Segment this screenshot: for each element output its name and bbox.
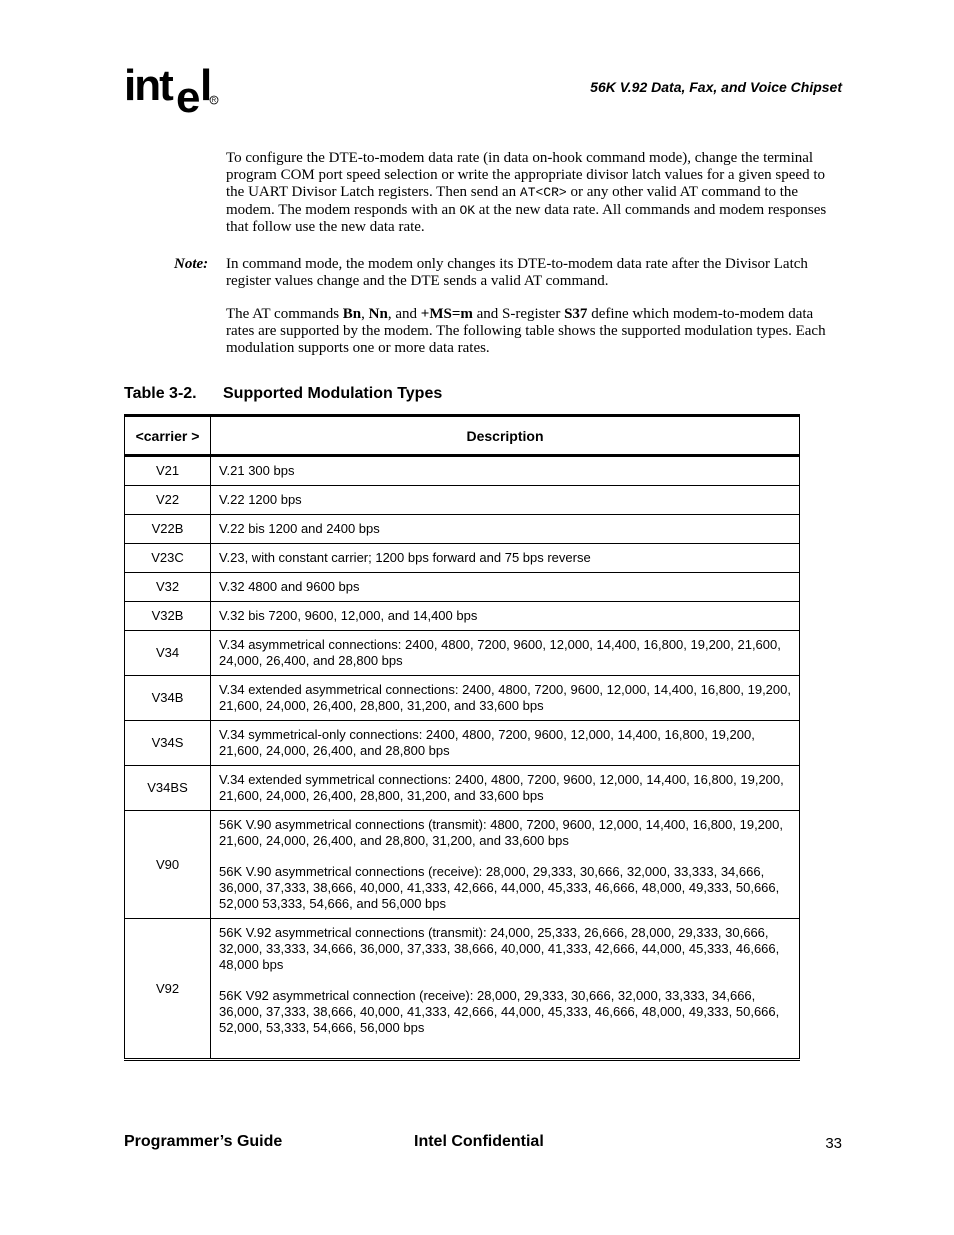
table-row [125,486,800,515]
description-text: 56K V.90 asymmetrical connections (transmit): 4800, 7200, 9600, 12,000, 14,400, 16,800, 19,200, 21,600, 24,000, 26,400, and 28,800, 31,200, and 33,600 bps [219,817,783,848]
table-row [125,721,800,766]
carrier-cell: V32B [125,602,211,631]
description-cell [211,486,800,515]
svg-text:int: int [124,61,172,110]
carrier-cell: V34B [125,676,211,721]
description-cell [211,919,800,1060]
carrier-cell: V34BS [125,766,211,811]
svg-text:R: R [211,98,217,105]
column-header-carrier: <carrier > [125,416,211,456]
table-caption-title: Supported Modulation Types [223,385,443,402]
paragraph-data-rate-config: To configure the DTE-to-modem data rate (in data on-hook command mode), change the terminal program COM port speed selection or write the appropriate divisor latch values for a given speed to the UART Divisor Latch registers. Then send an AT<CR> or any other valid AT command to the modem. The modem responds with an OK at the new data rate. All commands and modem responses that follow use the new data rate. [226,150,827,235]
command-bn: Bn [342,306,362,322]
page-number: 33 [825,1135,842,1152]
carrier-cell: V34 [125,631,211,676]
table-body [125,456,800,1060]
description-cell [211,544,800,573]
description-text: V.32 bis 7200, 9600, 12,000, and 14,400 bps [219,608,478,623]
table-row [125,573,800,602]
description-text: V.23, with constant carrier; 1200 bps forward and 75 bps reverse [219,550,591,565]
carrier-cell: V32 [125,573,211,602]
table-row [125,515,800,544]
footer-confidential: Intel Confidential [414,1133,544,1150]
description-text: V.34 extended symmetrical connections: 2400, 4800, 7200, 9600, 12,000, 14,400, 16,800, 19,200, 21,600, 24,000, 26,400, 28,800, 31,200, and 33,600 bps [219,772,784,803]
carrier-cell: V21 [125,456,211,486]
carrier-cell: V22B [125,515,211,544]
description-cell [211,811,800,919]
description-text: V.22 1200 bps [219,492,302,507]
carrier-cell: V22 [125,486,211,515]
description-text: V.34 extended asymmetrical connections: 2400, 4800, 7200, 9600, 12,000, 14,400, 16,800, 19,200, 21,600, 24,000, 26,400, 28,800, 31,200, and 33,600 bps [219,682,791,713]
carrier-cell: V23C [125,544,211,573]
paragraph-at-commands: The AT commands Bn, Nn, and +MS=m and S-register S37 define which modem-to-modem data rates are supported by the modem. The following table shows the supported modulation types. Each modulation supports one or more data rates. [226,306,826,357]
carrier-cell: V92 [125,919,211,1060]
description-text: V.32 4800 and 9600 bps [219,579,360,594]
svg-text:l: l [200,61,213,110]
description-text: V.34 asymmetrical connections: 2400, 4800, 7200, 9600, 12,000, 14,400, 16,800, 19,200, 21,600, 24,000, 26,400, and 28,800 bps [219,637,781,668]
description-text: 56K V.92 asymmetrical connections (transmit): 24,000, 25,333, 26,666, 28,000, 29,333, 30,666, 32,000, 33,333, 34,666, 36,000, 37,333, 38,666, 40,000, 41,333, 42,666, 44,000, 45,333, 46,666, 48,000 bps [219,925,780,972]
description-cell [211,602,800,631]
table-row [125,544,800,573]
note-label: Note: [174,256,209,272]
table-row [125,676,800,721]
command-ms: +MS=m [420,306,473,322]
register-s37: S37 [564,306,588,322]
description-text: V.21 300 bps [219,463,295,478]
intel-logo [124,58,224,118]
table-caption [124,385,442,403]
table-row [125,919,800,1060]
description-cell [211,573,800,602]
description-text: V.22 bis 1200 and 2400 bps [219,521,380,536]
modulation-types-table [124,414,800,1061]
document-header-title: 56K V.92 Data, Fax, and Voice Chipset [590,79,842,95]
note-paragraph: In command mode, the modem only changes its DTE-to-modem data rate after the Divisor Latch register values change and the DTE sends a valid AT command. [226,256,808,290]
svg-text:e: e [176,73,199,118]
description-cell [211,766,800,811]
description-cell [211,721,800,766]
code-ok: OK [459,202,476,218]
description-cell [211,456,800,486]
table-row [125,766,800,811]
description-cell [211,676,800,721]
carrier-cell: V90 [125,811,211,919]
code-at-cr: AT<CR> [519,185,567,201]
footer-guide-title: Programmer’s Guide [124,1133,283,1150]
description-text: 56K V92 asymmetrical connection (receive): 28,000, 29,333, 30,666, 32,000, 33,333, 34,666, 36,000, 37,333, 38,666, 40,000, 41,333, 42,666, 44,000, 45,333, 46,666, 48,000, 49,333, 50,666, 52,000, 53,333, 54,666, 56,000 bps [219,988,780,1035]
command-nn: Nn [368,306,388,322]
description-text: V.34 symmetrical-only connections: 2400, 4800, 7200, 9600, 12,000, 14,400, 16,800, 19,200, 21,600, 24,000, 26,400, and 28,800 bps [219,727,755,758]
table-row [125,631,800,676]
description-cell [211,515,800,544]
column-header-description: Description [211,416,800,456]
table-row [125,811,800,919]
table-caption-number: Table 3-2. [124,385,197,402]
description-text: 56K V.90 asymmetrical connections (receive): 28,000, 29,333, 30,666, 32,000, 33,333, 34,666, 36,000, 37,333, 38,666, 40,000, 41,333, 42,666, 44,000, 45,333, 46,666, 48,000, 49,333, 50,666, 52,000 53,333, 54,666, and 56,000 bps [219,864,780,911]
table-row [125,602,800,631]
table-row [125,456,800,486]
carrier-cell: V34S [125,721,211,766]
description-cell [211,631,800,676]
table-header-row [125,416,800,456]
